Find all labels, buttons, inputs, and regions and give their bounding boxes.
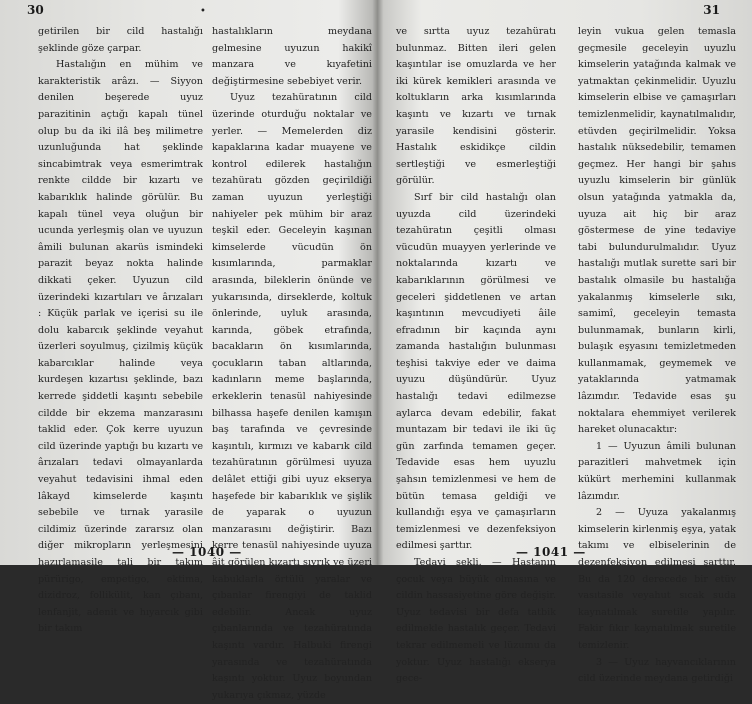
- page-number-right: 31: [703, 3, 720, 17]
- footer-number-left: — 1040 —: [172, 545, 242, 559]
- paragraph: 1 — Uyuzun âmili bulunan parazitleri mahvetmek için kükürt merhemini kullanmak lâzımdır.: [578, 440, 736, 502]
- paragraph: Hastalığın en mühim ve karakteristik arâzı. — Siyyon denilen beşerede uyuz parazitinin açtığı kapalı tünel olup bu da iki ilâ beş milimetre uzunluğunda hat şeklinde sincabimtrak veya esmerimtrak renkte cildde bir kızartı ve kabarıklık halinde görülür. Bu kapalı tünel veya oluğun bir ucunda yerleşmiş olan ve uyuzun âmili bulunan akarüs ismindeki parazit beyaz nokta halinde dikkati çeker. Uyuzun cild üzerindeki kızartıları ve ârızaları : Küçük parlak ve içerisi su ile dolu kabarcık şeklinde veyahut üzerleri soyulmuş, çizilmiş küçük kabarcıklar halinde veya kurdeşen kızartısı şeklinde, bazı kerrede şiddetli kaşıntı sebebile cildde bir ekzema manzarasını taklid eder. Çok kerre uyuzun cild üzerinde yaptığı bu kızartı ve ârızaları tedavi olmayanlarda veyahut tedavisini ihmal eden lâkayd kimselerde kaşıntı sebebile ve tırnak yarasile cildimiz üzerinde zararsız olan diğer mikropların yerleşmesini hazırlamasile tali bir takım pürürigo, empetigo, ektima, dizidroz, follikülit, kan çıbanı, lenfanjit, adenit ve hıyarcık gibi bir takım: [38, 59, 203, 635]
- left-page: [0, 0, 376, 701]
- paragraph: Tedavi şekli. — Hastanın çocuk veya büyük olmasına ve cildin hassasiyetine göre değişir. Uyuz tedavisi bir defa tatbik edilmekle hastalık geçer. Tedavi tekrar edilmemeli ve lüzumu da yoktur. Uyuz hastalığı ekserya gece-: [396, 557, 556, 685]
- left-column-2: [212, 24, 372, 704]
- paragraph: Uyuz tezahüratının cild üzerinde oturduğu noktalar ve yerler. — Memelerden diz kapaklarına kadar muayene ve kontrol edilerek hastalığın tezahüratı gözden geçirildiği zaman uyuzun yerleştiği nahiyeler pek mühim bir araz teşkil eder. Geceleyin kaşınan kimselerde vücudün ön kısımlarında, parmaklar arasında, bileklerin önünde ve yukarısında, dirseklerde, koltuk önlerinde, uyluk arasında, karında, göbek etrafında, bacakların ön kısımlarında, çocukların taban altlarında, kadınların meme başlarında, erkeklerin tenasül nahiyesinde bilhassa haşefe denilen kamışın baş tarafında ve çevresinde kaşıntılı, kırmızı ve kabarık cild tezahüratının görülmesi uyuza delâlet ettiği gibi uyuz ekserya haşefede bir kabarıklık ve şişlik de yaparak o uyuzun manzarasını değiştirir. Bazı kerre tenasül nahiyesinde uyuza âit görülen kızartı sıyrık ve üzeri kabuklarla örtülü yaralar ve çıbanlar firengiyi de taklid edebilir. Ancak uyuz çıbanlarında ve tezahüratında kaşıntı vardır. Halbuki firengi yarasında ve tezahüratında kaşıntı yoktur. Uyuz boyundan yukarıya çıkmaz, yüzde: [212, 92, 372, 701]
- right-page: [376, 0, 752, 685]
- paragraph: getirilen bir cild hastalığı şeklinde göze çarpar.: [38, 26, 203, 54]
- page-number-left: 30: [27, 3, 44, 17]
- footer-number-right: — 1041 —: [516, 545, 586, 559]
- paragraph: Sırf bir cild hastalığı olan uyuzda cild üzerindeki tezahüratın çeşitli olması vücudün muayyen yerlerinde ve noktalarında kızartı ve kabarıklarının görülmesi ve geceleri şiddetlenen ve artan kaşıntının mevcudiyeti âile efradının bir kaçında aynı zamanda hastalığın bulunması teşhisi takviye eder ve daima uyuzu düşündürür. Uyuz hastalığı tedavi edilmezse aylarca devam edebilir, fakat muntazam bir tedavi ile iki üç gün zarfında temamen geçer. Tedavide esas hem uyuzlu şahsın temizlenmesi ve hem de bütün temasa geldiği ve kullandığı eşya ve çamaşırların temizlenmesi ve dezenfeksiyon edilmesi şarttır.: [396, 191, 556, 552]
- right-column-2: [578, 24, 736, 688]
- paragraph: 2 — Uyuza yakalanmış kimselerin kirlenmiş eşya, yatak takımı ve elbiselerinin de dezenfeksiyon edilmesi şarttır. Bu da 120 derecede bir etüv vasıtasile veyahut sıcak suda kaynatılmak suretile yapılır. Fakir fıkır kaynatılmak suretile temizlenir.: [578, 507, 736, 651]
- paragraph: hastalıkların meydana gelmesine uyuzun hakikî manzara ve kıyafetini değiştirmesine sebebiyet verir.: [212, 26, 372, 87]
- paragraph: ve sırtta uyuz tezahüratı bulunmaz. Bitten ileri gelen kaşıntılar ise omuzlarda ve her iki kürek kemikleri arasında ve koltukların arka kısımlarında kaşıntı ve kızartı ve tırnak yarasile kendisini gösterir. Hastalık eskidikçe cildin sertleştiği ve esmerleştiği görülür.: [396, 26, 556, 187]
- paragraph: 3 — Uyuz hayvancıklarının cild üzerinde meydana getirdiği: [578, 656, 736, 685]
- right-column-1: [396, 24, 556, 688]
- paragraph: leyin vukua gelen temasla geçmesile geceleyin uyuzlu kimselerin yatağında kalmak ve yatmaktan çekinmelidir. Uyuzlu kimselerin elbise ve çamaşırları temizlenmelidir, kaynatılmalıdır, etüvden geçirilmelidir. Yoksa hastalık nüksedebilir, temamen geçmez. Her hangi bir şahıs uyuzlu kimselerin bir günlük olsun yatağında yatmakla da, uyuza ait hiç bir araz göstermese de yine tedaviye tabi bulundurulmalıdır. Uyuz hastalığı mutlak surette sari bir bastalık olmasile bu hastalığa yakalanmış kimselerle sıkı, samimî, geceleyin temasta bulunmamak, bunların kirli, bulaşık eşyasını temizletmeden kullanmamak, geymemek ve yataklarında yatmamak lâzımdır. Tedavide esas şu noktalara ehemmiyet verilerek hareket olunacaktır:: [578, 26, 736, 436]
- printer-dot: •: [200, 6, 206, 17]
